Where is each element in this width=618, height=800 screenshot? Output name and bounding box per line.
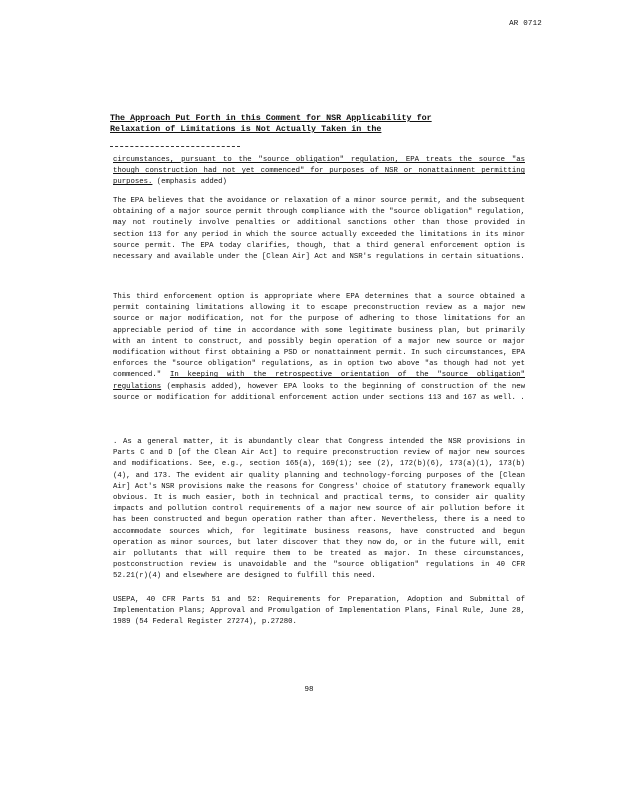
citation-text: USEPA, 40 CFR Parts 51 and 52: Requirements for Preparation, Adoption and Submittal of Implementation Plans; Approval and Promulgation of Implementation Plans, Final Rule, June 28, 1989 (54 Federal Register 27274), p.27280. — [113, 596, 525, 627]
heading-line-1: The Approach Put Forth in this Comment for NSR Applicability for — [110, 113, 432, 123]
paragraph-1-underlined: circumstances, pursuant to the "source obligation" regulation, EPA treats the source "as though construction had not yet commenced" for purposes of NSR or nonattainment permitting purposes. — [113, 156, 525, 187]
paragraph-2 — [113, 196, 525, 263]
paragraph-3-underlined: In keeping with the retrospective orientation of the "source obligation" regulations — [113, 371, 526, 391]
paragraph-3-text-a: This third enforcement option is appropriate where EPA determines that a source obtained a permit containing limitations allowing it to escape preconstruction review as a major new source or major modification, not for the purpose of adhering to those limitations for an appreciable period of time in accordance with some legitimate business plan, but primarily with an intent to construct, and possibly begin operation of a major new source or major modification without first obtaining a PSD or nonattainment permit. In such circumstances, EPA enforces the "source obligation" regulations, as in option two above "as though had not yet commenced." — [113, 293, 525, 380]
document-id: AR 0712 — [509, 20, 542, 28]
citation — [113, 595, 525, 629]
page-number: 98 — [304, 686, 314, 694]
paragraph-4-text: . As a general matter, it is abundantly clear that Congress intended the NSR provisions in Parts C and D [of the Clean Air Act] to require preconstruction review of major new sources and modifications. See, e.g., section 165(a), 169(1); see (2), 172(b)(6), 173(a)(1), 173(b)(4), and 173. The evident air quality planning and technology-forcing purposes of the [Clean Air] Act's NSR provisions make the reasons for Congress' choice of statutory framework equally obvious. It is much easier, both in technical and practical terms, to consider air quality impacts and pollution control requirements of a major new source of air pollution before it has been constructed and begun operation rather than after. Nevertheless, there is a need to accommodate sources which, for legitimate business reasons, have constructed and begun operation as minor sources, but later discover that they now do, or in the future will, emit air pollutants that will require them to be treated as major. In these circumstances, postconstruction review is unavoidable and the "source obligation" regulations in 40 CFR 52.21(r)(4) and elsewhere are designed to fulfill this need. — [113, 438, 525, 581]
paragraph-4 — [113, 437, 525, 583]
paragraph-3-text-c: (emphasis added), however EPA looks to the beginning of construction of the new source or modification for additional enforcement action under sections 113 and 167 as well. . — [113, 382, 525, 402]
footnote-divider — [110, 146, 240, 147]
paragraph-1-emphasis-note: (emphasis added) — [152, 178, 227, 187]
paragraph-2-text: The EPA believes that the avoidance or relaxation of a minor source permit, and the subsequent obtaining of a major source permit through compliance with the "source obligation" regulation, may not routinely involve penalties or additional sanctions other than those provided in section 113 for any period in which the source actually exceeded the limitations in its minor source permit. The EPA today clarifies, though, that a third general enforcement option is necessary and available under the [Clean Air] Act and NSR's regulations in certain situations. — [113, 197, 525, 262]
section-heading — [110, 113, 530, 135]
heading-line-2: Relaxation of Limitations is Not Actually Taken in the — [110, 124, 382, 134]
paragraph-1 — [113, 155, 525, 189]
paragraph-3 — [113, 292, 525, 404]
